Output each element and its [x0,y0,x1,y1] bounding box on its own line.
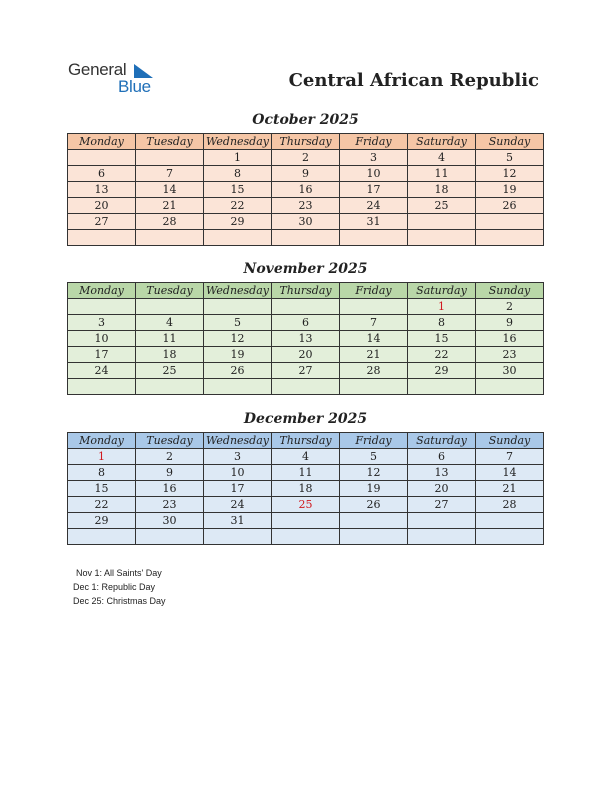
weekday-header: Tuesday [136,283,204,299]
day-cell: 25 [136,363,204,379]
logo [68,60,168,100]
day-cell [68,379,136,395]
day-cell: 17 [204,481,272,497]
week-row [68,465,544,481]
week-row [68,513,544,529]
week-row [68,315,544,331]
day-cell [408,529,476,545]
day-cell: 6 [272,315,340,331]
weekday-header: Monday [68,134,136,150]
day-cell: 26 [204,363,272,379]
day-cell [136,529,204,545]
day-cell: 24 [340,198,408,214]
weekday-header: Sunday [476,433,544,449]
calendar-december [67,432,544,545]
day-cell: 1 [68,449,136,465]
week-row [68,529,544,545]
day-cell: 9 [136,465,204,481]
day-cell: 7 [340,315,408,331]
day-cell: 24 [68,363,136,379]
day-cell: 8 [408,315,476,331]
day-cell: 7 [476,449,544,465]
week-row [68,214,544,230]
day-cell: 23 [476,347,544,363]
day-cell: 22 [408,347,476,363]
day-cell: 16 [136,481,204,497]
day-cell [272,230,340,246]
day-cell: 5 [204,315,272,331]
day-cell: 18 [136,347,204,363]
day-cell: 10 [204,465,272,481]
weekday-header: Thursday [272,283,340,299]
day-cell: 14 [340,331,408,347]
day-cell [340,379,408,395]
day-cell [340,230,408,246]
day-cell: 16 [476,331,544,347]
day-cell: 11 [408,166,476,182]
day-cell [136,379,204,395]
day-cell: 13 [68,182,136,198]
week-row [68,230,544,246]
weekday-header: Saturday [408,433,476,449]
day-cell: 29 [204,214,272,230]
weekday-header: Thursday [272,134,340,150]
holiday-notes [73,566,166,608]
week-row [68,497,544,513]
weekday-header-row [68,433,544,449]
day-cell: 25 [272,497,340,513]
day-cell: 24 [204,497,272,513]
day-cell: 10 [340,166,408,182]
week-row [68,182,544,198]
day-cell [272,513,340,529]
weekday-header: Sunday [476,283,544,299]
day-cell: 3 [340,150,408,166]
day-cell: 1 [408,299,476,315]
day-cell: 21 [476,481,544,497]
day-cell: 27 [68,214,136,230]
month-title-november: November 2025 [243,261,368,277]
day-cell: 15 [204,182,272,198]
day-cell: 30 [136,513,204,529]
page-title: Central African Republic [288,70,539,91]
day-cell [136,230,204,246]
day-cell: 27 [272,363,340,379]
day-cell: 3 [68,315,136,331]
day-cell: 10 [68,331,136,347]
day-cell [204,529,272,545]
day-cell [68,230,136,246]
day-cell: 2 [136,449,204,465]
week-row [68,481,544,497]
weekday-header-row [68,283,544,299]
day-cell: 28 [340,363,408,379]
day-cell: 16 [272,182,340,198]
day-cell [476,379,544,395]
day-cell: 26 [340,497,408,513]
day-cell: 25 [408,198,476,214]
week-row [68,449,544,465]
day-cell [476,529,544,545]
day-cell: 20 [408,481,476,497]
day-cell: 30 [272,214,340,230]
day-cell [68,299,136,315]
weekday-header: Thursday [272,433,340,449]
day-cell: 17 [68,347,136,363]
day-cell: 8 [204,166,272,182]
day-cell: 13 [408,465,476,481]
day-cell [272,299,340,315]
day-cell: 7 [136,166,204,182]
day-cell [136,150,204,166]
day-cell: 19 [340,481,408,497]
day-cell [340,513,408,529]
day-cell [408,214,476,230]
day-cell: 29 [68,513,136,529]
day-cell: 4 [408,150,476,166]
weekday-header: Saturday [408,134,476,150]
day-cell: 31 [204,513,272,529]
day-cell: 22 [204,198,272,214]
day-cell: 20 [68,198,136,214]
weekday-header: Wednesday [204,134,272,150]
month-title-october: October 2025 [252,112,359,128]
day-cell [340,529,408,545]
day-cell: 9 [272,166,340,182]
weekday-header-row [68,134,544,150]
calendar-november [67,282,544,395]
day-cell: 12 [204,331,272,347]
week-row [68,150,544,166]
day-cell: 15 [68,481,136,497]
day-cell: 14 [476,465,544,481]
day-cell: 1 [204,150,272,166]
day-cell [408,379,476,395]
weekday-header: Monday [68,283,136,299]
day-cell: 22 [68,497,136,513]
day-cell: 6 [408,449,476,465]
day-cell: 18 [272,481,340,497]
weekday-header: Wednesday [204,433,272,449]
day-cell: 15 [408,331,476,347]
day-cell: 8 [68,465,136,481]
week-row [68,331,544,347]
day-cell [68,529,136,545]
weekday-header: Monday [68,433,136,449]
week-row [68,379,544,395]
day-cell: 28 [476,497,544,513]
week-row [68,166,544,182]
day-cell: 11 [272,465,340,481]
day-cell: 30 [476,363,544,379]
week-row [68,363,544,379]
calendar-october [67,133,544,246]
weekday-header: Saturday [408,283,476,299]
week-row [68,299,544,315]
day-cell: 4 [272,449,340,465]
day-cell: 11 [136,331,204,347]
weekday-header: Tuesday [136,433,204,449]
day-cell: 17 [340,182,408,198]
day-cell: 27 [408,497,476,513]
day-cell [408,230,476,246]
day-cell: 2 [272,150,340,166]
day-cell [204,379,272,395]
day-cell: 4 [136,315,204,331]
weekday-header: Friday [340,134,408,150]
day-cell: 21 [340,347,408,363]
day-cell: 12 [340,465,408,481]
day-cell: 31 [340,214,408,230]
day-cell: 9 [476,315,544,331]
logo-text-general: General [68,60,127,79]
day-cell: 13 [272,331,340,347]
day-cell [272,529,340,545]
weekday-header: Sunday [476,134,544,150]
day-cell: 23 [136,497,204,513]
week-row [68,347,544,363]
holiday-note: Nov 1: All Saints' Day [76,568,162,578]
day-cell [204,299,272,315]
day-cell [68,150,136,166]
day-cell: 21 [136,198,204,214]
day-cell: 19 [204,347,272,363]
day-cell: 23 [272,198,340,214]
weekday-header: Wednesday [204,283,272,299]
weekday-header: Tuesday [136,134,204,150]
day-cell: 6 [68,166,136,182]
day-cell: 5 [476,150,544,166]
day-cell: 5 [340,449,408,465]
day-cell: 20 [272,347,340,363]
holiday-note: Dec 1: Republic Day [73,582,156,592]
day-cell [136,299,204,315]
day-cell: 26 [476,198,544,214]
day-cell [476,513,544,529]
day-cell: 28 [136,214,204,230]
day-cell: 18 [408,182,476,198]
day-cell: 2 [476,299,544,315]
day-cell [476,214,544,230]
day-cell [476,230,544,246]
weekday-header: Friday [340,283,408,299]
logo-text-blue: Blue [118,77,151,96]
day-cell [204,230,272,246]
week-row [68,198,544,214]
month-title-december: December 2025 [243,411,368,427]
day-cell: 3 [204,449,272,465]
day-cell: 29 [408,363,476,379]
holiday-note: Dec 25: Christmas Day [73,596,166,606]
day-cell [408,513,476,529]
day-cell: 12 [476,166,544,182]
day-cell [340,299,408,315]
day-cell [272,379,340,395]
weekday-header: Friday [340,433,408,449]
day-cell: 14 [136,182,204,198]
day-cell: 19 [476,182,544,198]
